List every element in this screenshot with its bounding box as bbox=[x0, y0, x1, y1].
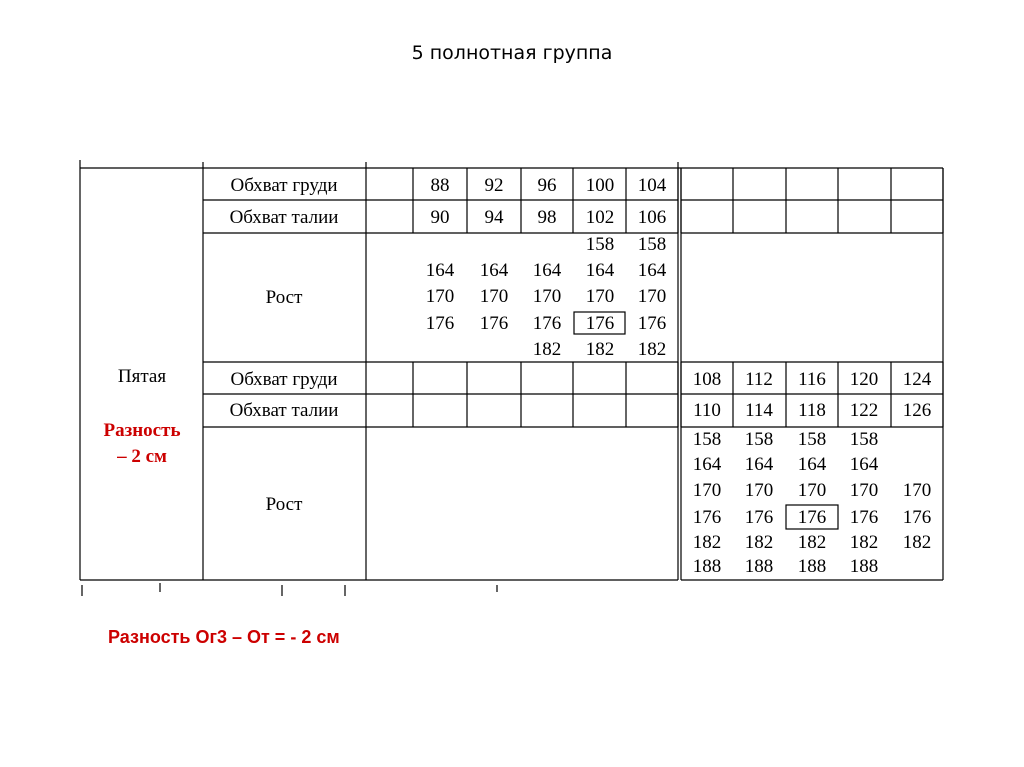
block2-waist-value: 114 bbox=[745, 400, 773, 421]
page-title: 5 полнотная группа bbox=[411, 42, 613, 64]
difference-label-line2: – 2 см bbox=[117, 446, 167, 467]
block2-height-value: 158 bbox=[692, 429, 722, 450]
block2-height-value: 164 bbox=[692, 454, 722, 475]
block2-height-value: 188 bbox=[797, 556, 827, 577]
block2-height-value: 176 bbox=[849, 507, 879, 528]
difference-note: Разность Ог3 – От = - 2 см bbox=[108, 627, 340, 647]
block1-waist-value: 98 bbox=[537, 207, 557, 228]
row-label-height-1: Рост bbox=[265, 287, 303, 308]
block1-height-value: 170 bbox=[585, 286, 615, 307]
block1-height-value: 176 bbox=[425, 313, 455, 334]
block1-waist-value: 102 bbox=[585, 207, 615, 228]
block2-height-value: 158 bbox=[849, 429, 879, 450]
row-label-chest-1: Обхват груди bbox=[230, 175, 338, 196]
block1-height-value: 182 bbox=[585, 339, 615, 360]
block2-height-value: 182 bbox=[849, 532, 879, 553]
block2-height-value: 182 bbox=[797, 532, 827, 553]
row-label-waist-1: Обхват талии bbox=[229, 207, 339, 228]
block1-height-value: 176 bbox=[585, 313, 615, 334]
block2-height-value: 176 bbox=[744, 507, 774, 528]
block1-chest-value: 96 bbox=[537, 175, 557, 196]
block1-height-value: 164 bbox=[585, 260, 615, 281]
table-text bbox=[230, 175, 932, 577]
block1-height-value: 164 bbox=[425, 260, 455, 281]
block2-height-value: 176 bbox=[902, 507, 932, 528]
block1-height-value: 176 bbox=[637, 313, 667, 334]
block1-height-value: 170 bbox=[532, 286, 562, 307]
block2-height-value: 170 bbox=[692, 480, 722, 501]
block2-height-value: 182 bbox=[692, 532, 722, 553]
block1-height-value: 176 bbox=[532, 313, 562, 334]
block2-height-value: 164 bbox=[849, 454, 879, 475]
block2-height-value: 158 bbox=[744, 429, 774, 450]
group-label: Пятая bbox=[117, 366, 167, 387]
difference-label-line1: Разность bbox=[103, 420, 181, 441]
block1-height-value: 176 bbox=[479, 313, 509, 334]
block2-height-value: 188 bbox=[692, 556, 722, 577]
block2-height-value: 158 bbox=[797, 429, 827, 450]
block2-height-value: 182 bbox=[744, 532, 774, 553]
block1-waist-value: 94 bbox=[484, 207, 504, 228]
block2-chest-value: 120 bbox=[849, 369, 879, 390]
block2-chest-value: 124 bbox=[902, 369, 932, 390]
block1-height-value: 158 bbox=[637, 234, 667, 255]
block2-height-value: 164 bbox=[744, 454, 774, 475]
block2-height-value: 170 bbox=[902, 480, 932, 501]
block1-waist-value: 90 bbox=[430, 207, 450, 228]
block2-height-value: 176 bbox=[797, 507, 827, 528]
block1-height-value: 170 bbox=[637, 286, 667, 307]
block2-height-value: 176 bbox=[692, 507, 722, 528]
block2-chest-value: 112 bbox=[745, 369, 773, 390]
block1-height-value: 164 bbox=[532, 260, 562, 281]
block1-height-value: 158 bbox=[585, 234, 615, 255]
block2-waist-value: 126 bbox=[902, 400, 932, 421]
block1-chest-value: 104 bbox=[637, 175, 667, 196]
block1-waist-value: 106 bbox=[637, 207, 667, 228]
block1-chest-value: 92 bbox=[484, 175, 504, 196]
block1-height-value: 170 bbox=[479, 286, 509, 307]
block1-height-value: 182 bbox=[532, 339, 562, 360]
block2-waist-value: 122 bbox=[849, 400, 879, 421]
block2-chest-value: 108 bbox=[692, 369, 722, 390]
block2-height-value: 170 bbox=[744, 480, 774, 501]
row-label-waist-2: Обхват талии bbox=[229, 400, 339, 421]
row-label-height-2: Рост bbox=[265, 494, 303, 515]
block1-height-value: 170 bbox=[425, 286, 455, 307]
block2-height-value: 164 bbox=[797, 454, 827, 475]
block2-chest-value: 116 bbox=[798, 369, 826, 390]
block2-height-value: 188 bbox=[744, 556, 774, 577]
block2-waist-value: 118 bbox=[798, 400, 826, 421]
block2-waist-value: 110 bbox=[693, 400, 721, 421]
block2-height-value: 188 bbox=[849, 556, 879, 577]
block2-height-value: 182 bbox=[902, 532, 932, 553]
block1-height-value: 164 bbox=[637, 260, 667, 281]
row-label-chest-2: Обхват груди bbox=[230, 369, 338, 390]
block2-height-value: 170 bbox=[797, 480, 827, 501]
block1-chest-value: 100 bbox=[585, 175, 615, 196]
block2-height-value: 170 bbox=[849, 480, 879, 501]
block1-chest-value: 88 bbox=[430, 175, 450, 196]
block1-height-value: 164 bbox=[479, 260, 509, 281]
block1-height-value: 182 bbox=[637, 339, 667, 360]
